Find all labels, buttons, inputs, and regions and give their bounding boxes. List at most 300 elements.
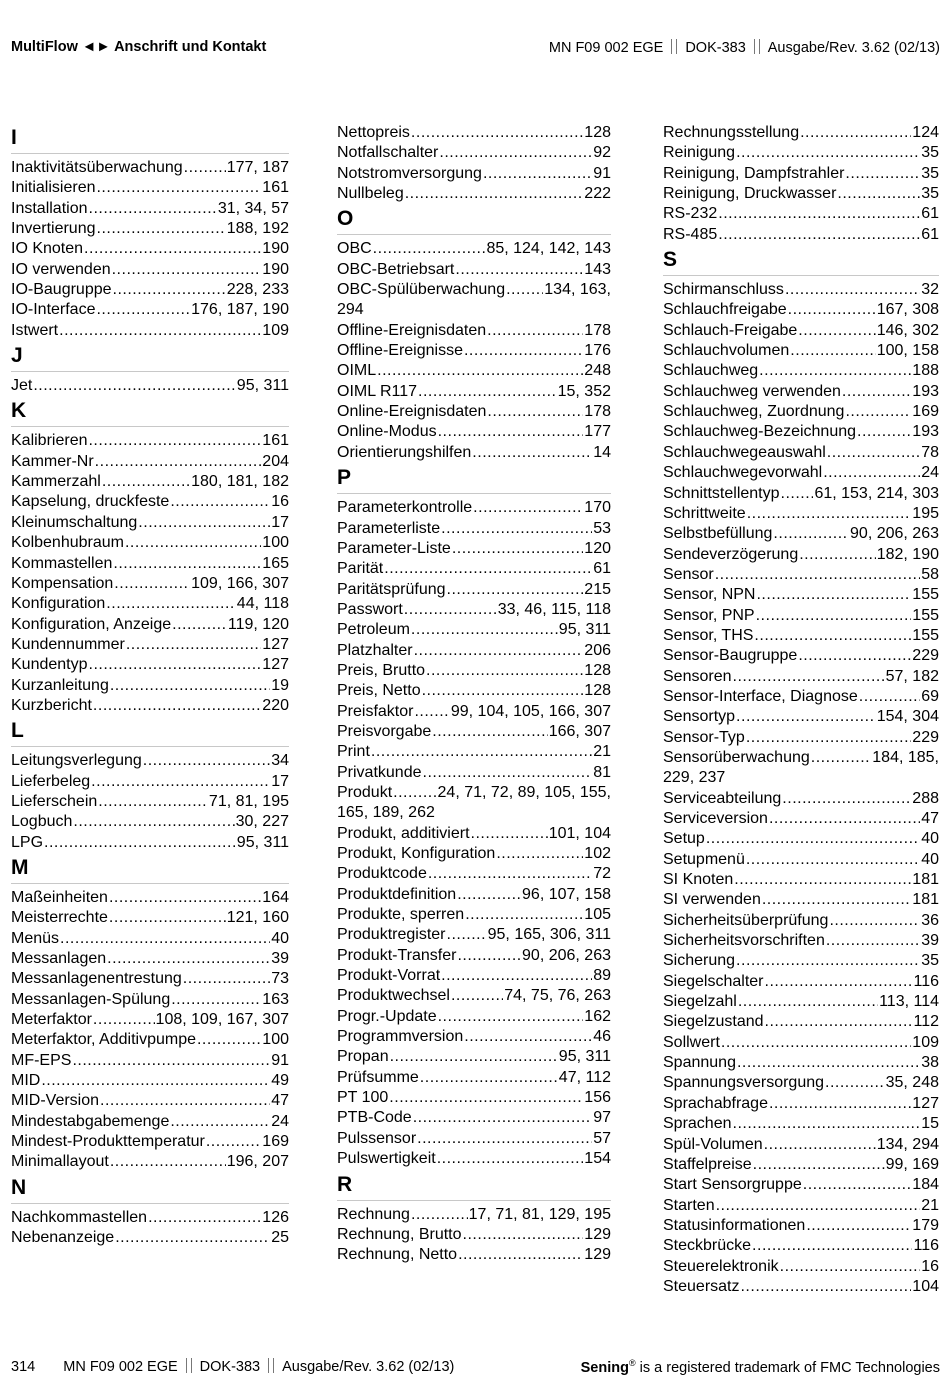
dot-leader [428, 864, 592, 884]
index-term: Mindest-Produkttemperatur [11, 1133, 205, 1151]
index-term: Setupmenü [663, 850, 745, 868]
index-entry [11, 635, 289, 655]
index-pages: 102 [584, 845, 611, 862]
dot-leader [413, 1108, 593, 1128]
dot-leader [733, 1114, 921, 1134]
index-term: Produktdefinition [337, 885, 457, 903]
index-entry [337, 239, 611, 259]
dot-leader [773, 524, 849, 544]
separator-icon [268, 1358, 274, 1373]
dot-leader [800, 123, 911, 143]
index-entry [663, 361, 939, 381]
index-pages: 17 [271, 772, 289, 790]
dot-leader [781, 484, 814, 504]
index-pages: 154, 304 [876, 708, 939, 726]
index-term: Istwert [11, 321, 59, 339]
index-term: Nachkommastellen [11, 1208, 148, 1226]
footer-revision: Ausgabe/Rev. 3.62 (02/13) [282, 1359, 455, 1375]
index-pages: 57 [593, 1129, 611, 1147]
dot-leader [483, 164, 592, 184]
index-pages: 32 [921, 281, 939, 299]
index-column-2 [337, 123, 611, 1266]
index-term: Kammer-Nr [11, 452, 94, 470]
index-term: Sicherheitsüberprüfung [663, 911, 829, 929]
index-term: Nullbeleg [337, 185, 404, 203]
index-term: IO Knoten [11, 240, 84, 258]
dot-leader [746, 850, 920, 870]
index-pages: 38 [921, 1054, 939, 1072]
index-entry [337, 361, 611, 381]
index-entry [663, 1155, 939, 1175]
index-letter-heading: M [11, 853, 289, 884]
index-entry [663, 1175, 939, 1195]
index-entry [337, 1007, 611, 1027]
index-entry [11, 199, 289, 219]
index-pages: 178 [584, 403, 611, 421]
index-term: Produktregister [337, 926, 446, 944]
index-term: Paritätsprüfung [337, 580, 446, 598]
index-pages: 47 [921, 810, 939, 827]
index-term: Privatkunde [337, 763, 422, 781]
dot-leader [447, 580, 584, 600]
index-pages: 72 [593, 865, 611, 883]
index-pages: 112 [913, 1013, 939, 1031]
index-term: Minimallayout [11, 1153, 109, 1171]
dot-leader [423, 763, 593, 783]
index-pages: 184, 185, [872, 748, 939, 766]
index-entry [11, 908, 289, 928]
index-entry [663, 870, 939, 890]
footer-page-number: 314 [11, 1359, 36, 1375]
dot-leader [418, 382, 557, 402]
dot-leader [799, 545, 876, 565]
dot-leader [464, 1027, 592, 1047]
dot-leader [737, 1053, 920, 1073]
index-pages: 81 [593, 763, 611, 781]
index-pages: 25 [271, 1229, 289, 1247]
index-pages: 91 [593, 164, 611, 182]
index-entry [337, 1068, 611, 1088]
dot-leader [825, 1073, 885, 1093]
index-term: Messanlagenentrestung [11, 970, 182, 988]
index-term: Kurzanleitung [11, 676, 109, 694]
index-term: PT 100 [337, 1089, 389, 1107]
index-term: Rechnung [337, 1205, 410, 1223]
index-pages: 61 [593, 560, 611, 578]
index-entry [663, 463, 939, 483]
dot-leader [73, 812, 234, 832]
dot-leader [437, 1149, 584, 1169]
index-term: MID [11, 1072, 41, 1090]
dot-leader [473, 498, 583, 518]
dot-leader [89, 199, 217, 219]
index-entry [663, 443, 939, 463]
index-pages: 124 [912, 124, 939, 141]
index-entry [11, 812, 289, 832]
index-entry [663, 321, 939, 341]
index-term: Parität [337, 560, 384, 578]
index-term: SI Knoten [663, 871, 734, 889]
index-term: Messanlagen [11, 950, 107, 967]
index-pages: 71, 81, 195 [208, 792, 289, 810]
dot-leader [487, 321, 583, 341]
index-term: OIML [337, 362, 377, 380]
dot-leader [106, 594, 236, 614]
index-pages: 78 [921, 443, 939, 461]
dot-leader [439, 143, 592, 163]
index-pages: 40 [921, 830, 939, 848]
index-term: Meisterrechte [11, 909, 108, 927]
index-pages: 220 [262, 696, 289, 714]
index-term: Pulswertigkeit [337, 1150, 436, 1168]
index-term: Maßeinheiten [11, 888, 108, 906]
index-term: Sensor, THS [663, 626, 754, 644]
index-term: Siegelzahl [663, 993, 737, 1011]
index-pages: 61 [921, 225, 939, 243]
header-doc-info [549, 39, 940, 56]
index-pages: 19 [271, 676, 289, 694]
dot-leader [756, 606, 912, 626]
dot-leader [384, 559, 592, 579]
dot-leader [496, 844, 583, 864]
index-entry [337, 864, 611, 884]
dot-leader [756, 585, 911, 605]
dot-leader [411, 123, 583, 143]
index-pages: 154 [584, 1150, 611, 1168]
dot-leader [798, 321, 875, 341]
index-term: Preisvorgabe [337, 722, 432, 740]
index-entry [337, 559, 611, 579]
dot-leader [98, 792, 208, 812]
index-pages: 90, 206, 263 [850, 525, 939, 543]
index-term: Schirmanschluss [663, 281, 784, 299]
dot-leader [405, 184, 584, 204]
dot-leader [706, 829, 920, 849]
dot-leader [438, 1007, 584, 1027]
index-pages: 39 [921, 932, 939, 950]
index-term: Jet [11, 377, 33, 395]
separator-icon [186, 1358, 192, 1373]
index-entry [663, 225, 939, 245]
index-pages-continued: 294 [337, 301, 364, 319]
index-entry [11, 929, 289, 949]
index-entry [337, 422, 611, 442]
dot-leader [183, 969, 270, 989]
dot-leader [89, 655, 262, 675]
dot-leader [753, 1155, 885, 1175]
dot-leader [414, 641, 584, 661]
index-term: Sensoren [663, 667, 732, 685]
index-entry [337, 661, 611, 681]
index-letter-heading: I [11, 123, 289, 154]
index-entry [663, 951, 939, 971]
dot-leader [441, 519, 592, 539]
index-term: Messanlagen-Spülung [11, 990, 171, 1008]
index-entry [11, 1091, 289, 1111]
dot-leader [411, 620, 558, 640]
index-entry [337, 702, 611, 722]
index-entry [663, 300, 939, 320]
index-entry [663, 829, 939, 849]
footer-trademark-text: is a registered trademark of FMC Technologies [639, 1359, 940, 1376]
index-entry [11, 239, 289, 259]
dot-leader [780, 1257, 921, 1277]
index-term: MID-Version [11, 1092, 100, 1110]
index-pages: 166, 307 [548, 722, 611, 740]
index-term: Preis, Netto [337, 682, 421, 700]
index-entry [11, 1132, 289, 1152]
index-entry [663, 748, 939, 768]
index-pages: 95, 165, 306, 311 [487, 926, 611, 944]
index-pages: 163 [262, 990, 289, 1008]
dot-leader [718, 204, 920, 224]
index-pages: 69 [921, 687, 939, 705]
header-app-name: MultiFlow [11, 39, 78, 55]
index-pages-continued: 165, 189, 262 [337, 804, 435, 822]
dot-leader [845, 402, 911, 422]
index-term: LPG [11, 833, 44, 851]
index-term: Reinigung, Druckwasser [663, 185, 837, 203]
index-entry [663, 382, 939, 402]
index-pages: 35, 248 [885, 1074, 939, 1092]
index-pages: 16 [271, 493, 289, 511]
index-column-1 [11, 123, 289, 1248]
index-pages: 15, 352 [557, 382, 611, 400]
dot-leader [438, 422, 584, 442]
dot-leader [506, 280, 543, 300]
index-pages: 95, 311 [236, 377, 289, 395]
index-entry [663, 504, 939, 524]
index-entry [11, 158, 289, 178]
dot-leader [44, 833, 236, 853]
index-pages: 121, 160 [226, 909, 289, 927]
index-entry [11, 554, 289, 574]
index-term: Steuerelektronik [663, 1257, 779, 1275]
index-term: Produkte, sperren [337, 906, 465, 924]
index-pages: 229 [912, 728, 939, 746]
index-entry [11, 833, 289, 853]
index-term: Sprachen [663, 1115, 732, 1133]
index-entry [663, 707, 939, 727]
index-term: Schlauch-Freigabe [663, 321, 798, 339]
index-term: OBC [337, 240, 372, 258]
index-pages: 24 [271, 1112, 289, 1130]
index-entry [663, 972, 939, 992]
dot-leader [798, 646, 911, 666]
index-pages: 40 [271, 929, 289, 947]
index-pages: 95, 311 [558, 621, 611, 639]
dot-leader [803, 1175, 912, 1195]
dot-leader [842, 382, 911, 402]
index-pages: 101, 104 [548, 824, 611, 842]
index-pages: 204 [262, 452, 289, 470]
index-term: Petroleum [337, 621, 410, 639]
dot-leader [41, 1071, 270, 1091]
dot-leader [769, 1094, 911, 1114]
index-pages: 170 [584, 499, 611, 517]
index-pages: 57, 182 [885, 667, 939, 685]
index-entry [11, 492, 289, 512]
dot-leader [463, 1225, 584, 1245]
footer-trademark [581, 1358, 940, 1376]
index-entry [337, 844, 611, 864]
index-entry [337, 824, 611, 844]
index-pages: 146, 302 [876, 321, 939, 339]
dot-leader [390, 1047, 558, 1067]
index-pages: 99, 104, 105, 166, 307 [450, 702, 611, 720]
index-term: Schlauchfreigabe [663, 301, 787, 319]
index-pages: 74, 75, 76, 263 [504, 987, 611, 1005]
index-pages: 113, 114 [879, 993, 939, 1011]
index-pages: 89 [593, 967, 611, 985]
index-pages: 90, 206, 263 [522, 946, 611, 964]
index-entry [337, 722, 611, 742]
index-term: Schlauchweg [663, 362, 759, 380]
dot-leader [88, 431, 261, 451]
dot-leader [93, 696, 261, 716]
index-entry [663, 1216, 939, 1236]
dot-leader [736, 707, 876, 727]
index-entry [663, 143, 939, 163]
header-doc-number: MN F09 002 EGE [548, 40, 664, 56]
index-pages: 35 [921, 185, 939, 203]
index-term: Siegelzustand [663, 1013, 764, 1031]
index-term: Sensor-Interface, Diagnose [663, 687, 858, 705]
index-entry [337, 986, 611, 1006]
index-term: Progr.-Update [337, 1007, 437, 1025]
dot-leader [736, 143, 920, 163]
index-term: Notfallschalter [337, 144, 439, 162]
index-entry [663, 164, 939, 184]
index-pages: 169 [262, 1133, 289, 1151]
index-pages: 104 [912, 1277, 939, 1295]
index-term: IO verwenden [11, 260, 111, 278]
index-entry [337, 783, 611, 803]
index-pages: 14 [593, 443, 611, 461]
index-term: Preis, Brutto [337, 661, 426, 679]
separator-icon [671, 39, 677, 54]
dot-leader [746, 728, 911, 748]
index-term: Kundentyp [11, 656, 88, 674]
index-entry [11, 431, 289, 451]
dot-leader [414, 702, 449, 722]
index-entry [11, 949, 289, 969]
index-pages: 30, 227 [235, 813, 289, 831]
dot-leader [110, 1152, 226, 1172]
index-entry [337, 402, 611, 422]
index-term: RS-485 [663, 225, 718, 243]
index-pages: 21 [593, 743, 611, 761]
index-pages: 61, 153, 214, 303 [814, 484, 939, 502]
dot-leader [171, 990, 261, 1010]
index-term: Spül-Volumen [663, 1135, 763, 1153]
dot-leader [95, 452, 262, 472]
index-pages: 105 [584, 906, 611, 924]
index-term: Reinigung, Dampfstrahler [663, 164, 845, 182]
index-pages: 95, 311 [236, 833, 289, 851]
index-pages: 33, 46, 115, 118 [497, 600, 611, 618]
dot-leader [829, 911, 920, 931]
dot-leader [811, 748, 872, 768]
index-entry [11, 321, 289, 341]
index-term: Sensor-Typ [663, 728, 745, 746]
index-entry [663, 280, 939, 300]
index-pages: 248 [584, 362, 611, 380]
index-entry [337, 260, 611, 280]
index-term: Notstromversorgung [337, 164, 482, 182]
index-entry [663, 789, 939, 809]
index-entry [11, 260, 289, 280]
dot-leader [377, 361, 583, 381]
index-term: Statusinformationen [663, 1216, 806, 1234]
index-entry [663, 422, 939, 442]
index-entry [11, 1071, 289, 1091]
dot-leader [823, 463, 920, 483]
index-entry [337, 164, 611, 184]
dot-leader [762, 890, 911, 910]
index-term: OBC-Betriebsart [337, 260, 455, 278]
index-entry [663, 484, 939, 504]
index-pages: 95, 311 [558, 1048, 611, 1066]
index-term: Offline-Ereignisdaten [337, 321, 487, 339]
index-pages: 195 [912, 504, 939, 522]
index-pages: 129 [584, 1246, 611, 1264]
index-entry [663, 341, 939, 361]
index-term: Sprachabfrage [663, 1094, 768, 1112]
dot-leader [170, 492, 270, 512]
index-term: Produktwechsel [337, 987, 450, 1005]
index-term: Nebenanzeige [11, 1229, 115, 1247]
index-pages: 161 [262, 432, 289, 450]
index-term: OBC-Spülüberwachung [337, 281, 506, 299]
dot-leader [733, 667, 885, 687]
index-entry [11, 1030, 289, 1050]
index-term: Orientierungshilfen [337, 443, 472, 461]
index-pages: 21 [921, 1196, 939, 1214]
dot-leader [785, 280, 920, 300]
dot-leader [102, 472, 190, 492]
page-header [11, 39, 940, 59]
index-term: Produkt-Vorrat [337, 967, 441, 985]
index-term: Parameterliste [337, 519, 441, 537]
index-term: Schrittweite [663, 504, 746, 522]
dot-leader [96, 300, 190, 320]
index-term: Online-Ereignisdaten [337, 403, 487, 421]
index-term: IO-Baugruppe [11, 281, 112, 299]
index-entry [663, 1073, 939, 1093]
index-entry [663, 585, 939, 605]
dot-leader [170, 1112, 270, 1132]
index-entry [663, 1236, 939, 1256]
dot-leader [451, 986, 503, 1006]
index-term: Sicherung [663, 952, 736, 970]
dot-leader [113, 554, 261, 574]
index-pages: 134, 294 [876, 1135, 939, 1153]
index-term: Konfiguration, Anzeige [11, 615, 172, 633]
index-entry [663, 1053, 939, 1073]
index-letter-heading: L [11, 716, 289, 747]
index-term: Sendeverzögerung [663, 545, 799, 563]
index-term: Leitungsverlegung [11, 752, 142, 770]
dot-leader [826, 931, 920, 951]
header-revision: Ausgabe/Rev. 3.62 (02/13) [767, 40, 940, 56]
index-pages: 190 [262, 260, 289, 278]
dot-leader [718, 225, 920, 245]
dot-leader [471, 824, 548, 844]
header-arrows-icon: ◄► [81, 39, 111, 55]
index-pages: 128 [584, 124, 611, 141]
footer-brand: Sening [580, 1359, 629, 1376]
